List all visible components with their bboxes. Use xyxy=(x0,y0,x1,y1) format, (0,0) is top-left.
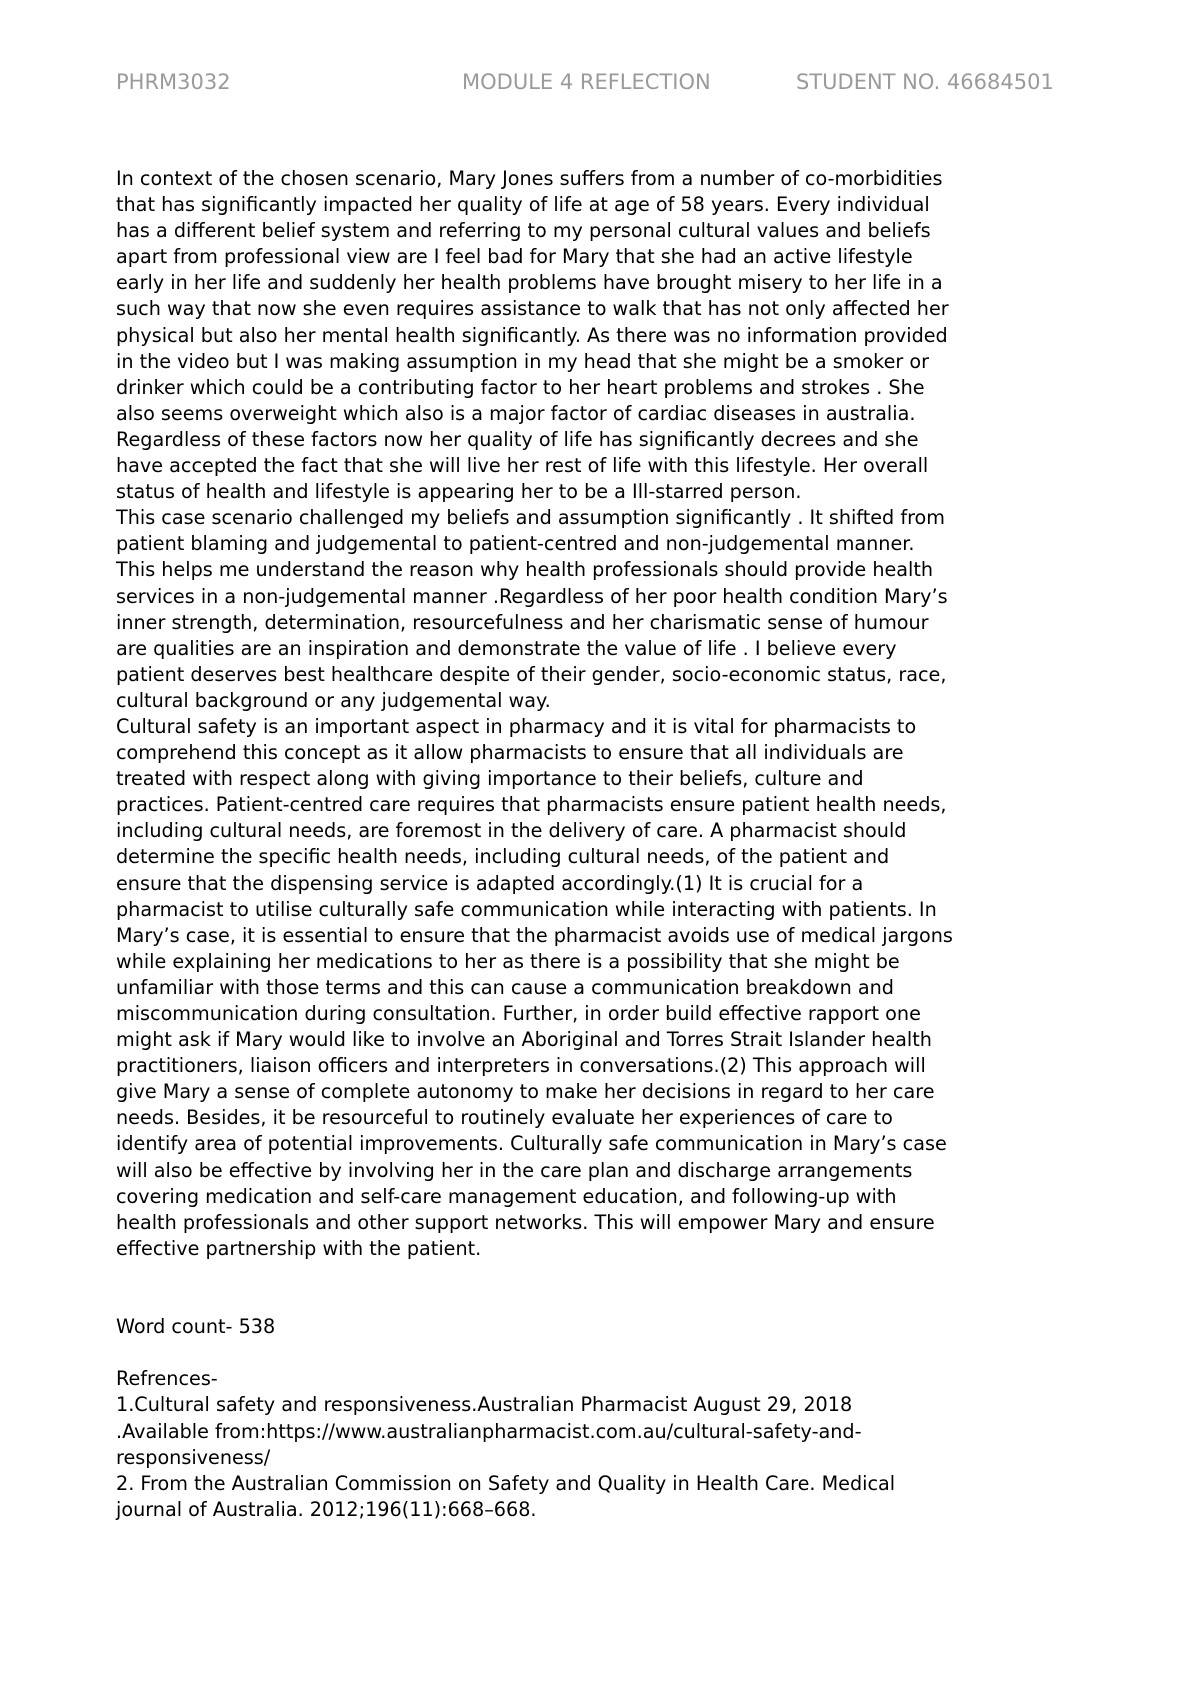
paragraph-line: identify area of potential improvements. Culturally safe communication in Mary’s case xyxy=(116,1132,947,1156)
paragraph-line: including cultural needs, are foremost in the delivery of care. A pharmacist should xyxy=(116,819,907,843)
course-code: PHRM3032 xyxy=(116,70,231,94)
paragraph-line: practitioners, liaison officers and interpreters in conversations.(2) This approach will xyxy=(116,1054,926,1078)
paragraph-line: drinker which could be a contributing factor to her heart problems and strokes . She xyxy=(116,375,925,399)
paragraph-line: are qualities are an inspiration and demonstrate the value of life . I believe every xyxy=(116,636,897,660)
reference-line: 1.Cultural safety and responsiveness.Australian Pharmacist August 29, 2018 xyxy=(116,1393,853,1417)
reference-line: .Available from:https://www.australianpharmacist.com.au/cultural-safety-and- xyxy=(116,1419,862,1443)
paragraph-line: miscommunication during consultation. Further, in order build effective rapport one xyxy=(116,1002,921,1025)
references-heading: Refrences- xyxy=(116,1367,218,1391)
paragraph-line: needs. Besides, it be resourceful to routinely evaluate her experiences of care to xyxy=(116,1106,893,1130)
paragraph-line: physical but also her mental health significantly. As there was no information provided xyxy=(116,323,948,347)
paragraph-line: ensure that the dispensing service is adapted accordingly.(1) It is crucial for a xyxy=(116,871,864,895)
blank-line xyxy=(116,1262,1096,1288)
paragraph-line: comprehend this concept as it allow pharmacists to ensure that all individuals are xyxy=(116,741,904,765)
paragraph-line: services in a non-judgemental manner .Regardless of her poor health condition Mary’s xyxy=(116,584,948,608)
paragraph-line: early in her life and suddenly her health problems have brought misery to her life in a xyxy=(116,271,943,295)
paragraph-line: has a different belief system and referring to my personal cultural values and beliefs xyxy=(116,219,931,243)
paragraph-line: determine the specific health needs, including cultural needs, of the patient and xyxy=(116,845,890,869)
reference-line: 2. From the Australian Commission on Safety and Quality in Health Care. Medical xyxy=(116,1471,896,1495)
paragraph-line: inner strength, determination, resourcefulness and her charismatic sense of humour xyxy=(116,610,929,634)
reference-line: journal of Australia. 2012;196(11):668–668. xyxy=(116,1497,537,1521)
paragraph-line: cultural background or any judgemental way. xyxy=(116,688,551,712)
paragraph-line: also seems overweight which also is a major factor of cardiac diseases in australia. xyxy=(116,401,916,425)
paragraph-line: apart from professional view are I feel bad for Mary that she had an active lifestyle xyxy=(116,245,913,269)
paragraph-line: unfamiliar with those terms and this can cause a communication breakdown and xyxy=(116,975,894,999)
paragraph-line: give Mary a sense of complete autonomy to make her decisions in regard to her care xyxy=(116,1080,935,1104)
word-count: Word count- 538 xyxy=(116,1315,276,1339)
paragraph-line: In context of the chosen scenario, Mary Jones suffers from a number of co-morbidities xyxy=(116,167,943,190)
paragraph-line: patient deserves best healthcare despite of their gender, socio-economic status, race, xyxy=(116,662,947,686)
document-body xyxy=(116,166,1096,1523)
paragraph-line: have accepted the fact that she will live her rest of life with this lifestyle. Her overall xyxy=(116,454,929,478)
page-header xyxy=(116,70,1096,102)
student-number: STUDENT NO. 46684501 xyxy=(796,70,1054,94)
module-title: MODULE 4 REFLECTION xyxy=(462,70,711,94)
paragraph-line: while explaining her medications to her as there is a possibility that she might be xyxy=(116,949,900,973)
paragraph-line: This case scenario challenged my beliefs and assumption significantly . It shifted from xyxy=(116,506,945,530)
paragraph-line: Mary’s case, it is essential to ensure that the pharmacist avoids use of medical jargons xyxy=(116,923,953,947)
paragraph-line: patient blaming and judgemental to patient-centred and non-judgemental manner. xyxy=(116,532,915,556)
reference-line: responsiveness/ xyxy=(116,1445,271,1469)
blank-line xyxy=(116,1288,1096,1314)
paragraph-line: treated with respect along with giving importance to their beliefs, culture and xyxy=(116,767,864,791)
paragraph-line: will also be effective by involving her in the care plan and discharge arrangements xyxy=(116,1158,913,1182)
paragraph-line: status of health and lifestyle is appearing her to be a Ill-starred person. xyxy=(116,480,802,504)
paragraph-line: pharmacist to utilise culturally safe communication while interacting with patients. In xyxy=(116,897,937,921)
paragraph-line: Regardless of these factors now her quality of life has significantly decrees and she xyxy=(116,427,919,451)
paragraph-line: that has significantly impacted her quality of life at age of 58 years. Every individual xyxy=(116,193,930,217)
paragraph-line: covering medication and self-care management education, and following-up with xyxy=(116,1184,897,1208)
paragraph-line: Cultural safety is an important aspect in pharmacy and it is vital for pharmacists to xyxy=(116,714,917,738)
paragraph-line: This helps me understand the reason why health professionals should provide health xyxy=(116,558,934,582)
paragraph-line: effective partnership with the patient. xyxy=(116,1236,482,1260)
paragraph-line: health professionals and other support networks. This will empower Mary and ensure xyxy=(116,1210,935,1234)
paragraph-line: such way that now she even requires assistance to walk that has not only affected her xyxy=(116,297,949,321)
paragraph-line: in the video but I was making assumption in my head that she might be a smoker or xyxy=(116,349,929,373)
paragraph-line: might ask if Mary would like to involve an Aboriginal and Torres Strait Islander health xyxy=(116,1028,932,1052)
blank-line xyxy=(116,1340,1096,1366)
paragraph-line: practices. Patient-centred care requires that pharmacists ensure patient health needs, xyxy=(116,793,947,817)
